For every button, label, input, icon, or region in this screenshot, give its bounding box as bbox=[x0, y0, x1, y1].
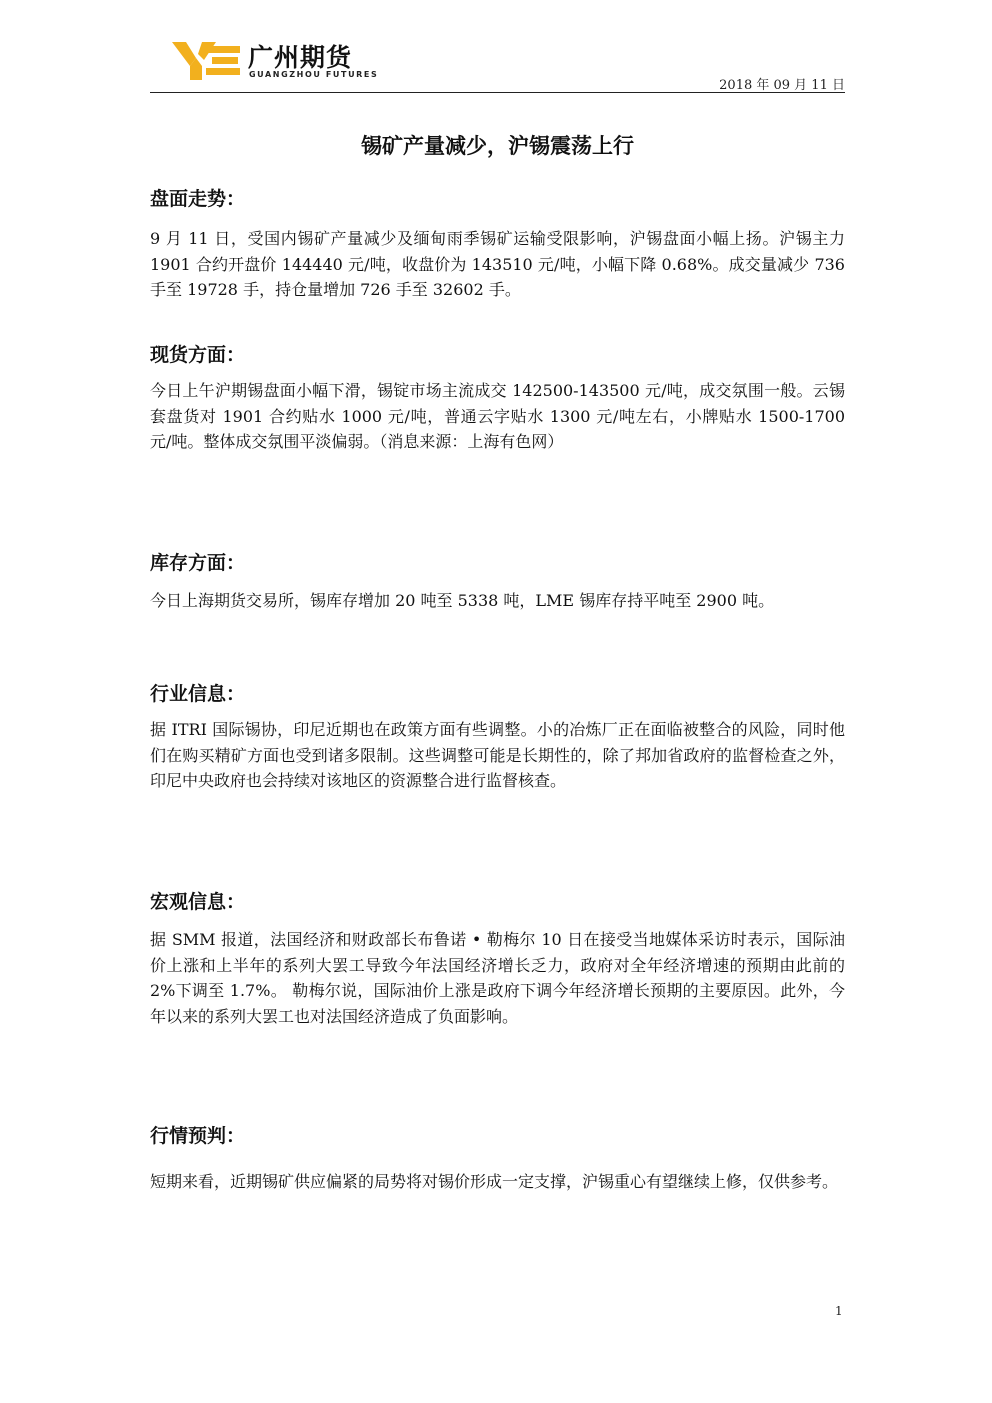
logo-english-name: GUANGZHOU FUTURES bbox=[249, 70, 379, 79]
section-body: 今日上海期货交易所，锡库存增加 20 吨至 5338 吨，LME 锡库存持平吨至 2900 吨。 bbox=[150, 591, 775, 610]
report-title: 锡矿产量减少，沪锡震荡上行 bbox=[361, 134, 634, 158]
section-market-trend bbox=[150, 186, 845, 303]
section-macro bbox=[150, 889, 845, 1029]
page-number: 1 bbox=[835, 1304, 843, 1318]
page-header bbox=[150, 36, 845, 94]
section-outlook bbox=[150, 1123, 845, 1200]
section-heading: 行情预判： bbox=[150, 1125, 246, 1147]
section-industry bbox=[150, 681, 845, 794]
section-heading: 盘面走势： bbox=[150, 188, 246, 210]
guangzhou-futures-logo-icon bbox=[172, 40, 242, 80]
section-heading: 现货方面： bbox=[150, 344, 246, 366]
section-inventory bbox=[150, 550, 845, 614]
section-heading: 库存方面： bbox=[150, 552, 246, 574]
logo-chinese-name: 广州期货 bbox=[248, 43, 353, 72]
company-logo bbox=[172, 40, 392, 84]
section-heading: 宏观信息： bbox=[150, 891, 246, 913]
section-body: 据 SMM 报道，法国经济和财政部长布鲁诺 • 勒梅尔 10 日在接受当地媒体采访时表示，国际油价上涨和上半年的系列大罢工导致今年法国经济增长乏力，政府对全年经济增速的预期由此前的 2%下调至 1.7%。 勒梅尔说，国际油价上涨是政府下调今年经济增长预期的主要原因。此外，今年以来的系列大罢工也对法国经济造成了负面影响。 bbox=[150, 930, 845, 1026]
section-body: 9 月 11 日，受国内锡矿产量减少及缅甸雨季锡矿运输受限影响，沪锡盘面小幅上扬。沪锡主力 1901 合约开盘价 144440 元/吨，收盘价为 143510 元/吨，小幅下降 0.68%。成交量减少 736 手至 19728 手，持仓量增加 726 手至 32602 手。 bbox=[150, 229, 845, 299]
report-date: 2018 年 09 月 11 日 bbox=[719, 78, 845, 93]
section-spot bbox=[150, 342, 845, 455]
section-body: 短期来看，近期锡矿供应偏紧的局势将对锡价形成一定支撑，沪锡重心有望继续上修，仅供参考。 bbox=[150, 1172, 839, 1191]
section-heading: 行业信息： bbox=[150, 683, 246, 705]
section-body: 今日上午沪期锡盘面小幅下滑，锡锭市场主流成交 142500-143500 元/吨，成交氛围一般。云锡套盘货对 1901 合约贴水 1000 元/吨，普通云字贴水 1300 元/吨左右，小牌贴水 1500-1700 元/吨。整体成交氛围平淡偏弱。（消息来源：上海有色网） bbox=[150, 381, 845, 451]
header-divider bbox=[150, 92, 845, 93]
section-body: 据 ITRI 国际锡协，印尼近期也在政策方面有些调整。小的冶炼厂正在面临被整合的风险，同时他们在购买精矿方面也受到诸多限制。这些调整可能是长期性的，除了邦加省政府的监督检查之外，印尼中央政府也会持续对该地区的资源整合进行监督核查。 bbox=[150, 720, 845, 790]
